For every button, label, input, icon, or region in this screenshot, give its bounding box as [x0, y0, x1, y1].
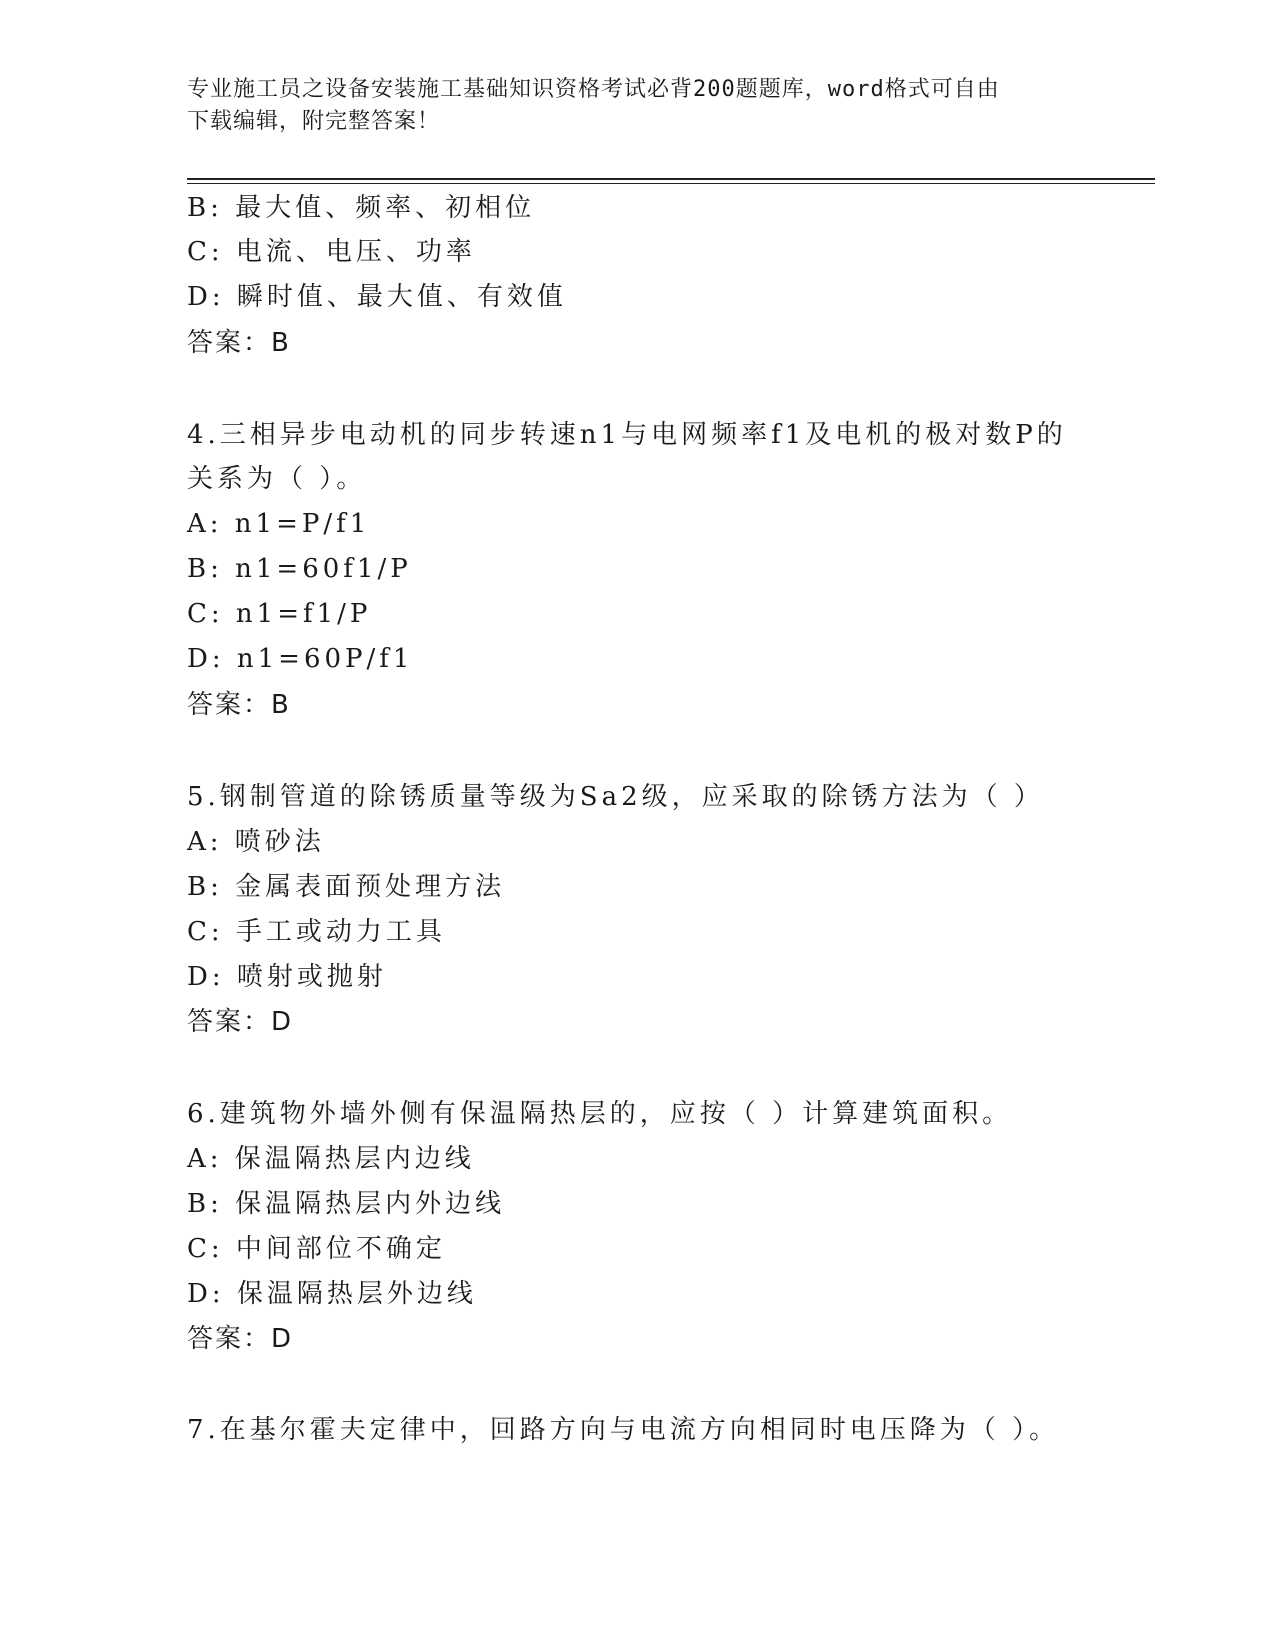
q6-option-a: A: 保温隔热层内边线 [187, 1144, 475, 1174]
q4-option-a: A: n1=P/f1 [187, 509, 371, 539]
q5-option-b: B: 金属表面预处理方法 [187, 872, 506, 902]
q6-answer: 答案：D [187, 1324, 294, 1354]
q6-stem: 6.建筑物外墙外侧有保温隔热层的，应按（ ）计算建筑面积。 [187, 1099, 1013, 1129]
q6-option-d: D: 保温隔热层外边线 [187, 1279, 477, 1309]
q4-answer: 答案：B [187, 690, 291, 720]
header-line-2: 下载编辑，附完整答案！ [187, 109, 441, 134]
q3-option-c: C: 电流、电压、功率 [187, 237, 476, 267]
q6-option-c: C: 中间部位不确定 [187, 1234, 446, 1264]
q6-option-b: B: 保温隔热层内外边线 [187, 1189, 506, 1219]
q5-option-d: D: 喷射或抛射 [187, 962, 387, 992]
q4-option-d: D: n1=60P/f1 [187, 644, 414, 674]
header-divider-top [187, 178, 1155, 180]
q4-stem-line-2: 关系为（ ）。 [187, 464, 367, 494]
q5-option-a: A: 喷砂法 [187, 827, 325, 857]
document-header [187, 74, 1087, 138]
q4-option-b: B: n1=60f1/P [187, 554, 412, 584]
header-divider-bottom [187, 183, 1155, 184]
q3-answer: 答案：B [187, 328, 291, 358]
q5-stem: 5.钢制管道的除锈质量等级为Sa2级，应采取的除锈方法为（ ） [187, 782, 1044, 812]
q3-option-b: B: 最大值、频率、初相位 [187, 193, 536, 223]
q7-stem: 7.在基尔霍夫定律中，回路方向与电流方向相同时电压降为（ ）。 [187, 1415, 1060, 1445]
q5-answer: 答案：D [187, 1007, 294, 1037]
q4-stem-line-1: 4.三相异步电动机的同步转速n1与电网频率f1及电机的极对数P的 [187, 420, 1067, 450]
q4-option-c: C: n1=f1/P [187, 599, 372, 629]
q3-option-d: D: 瞬时值、最大值、有效值 [187, 282, 567, 312]
q5-option-c: C: 手工或动力工具 [187, 917, 446, 947]
header-line-1: 专业施工员之设备安装施工基础知识资格考试必背200题题库，word格式可自由 [187, 77, 1000, 102]
